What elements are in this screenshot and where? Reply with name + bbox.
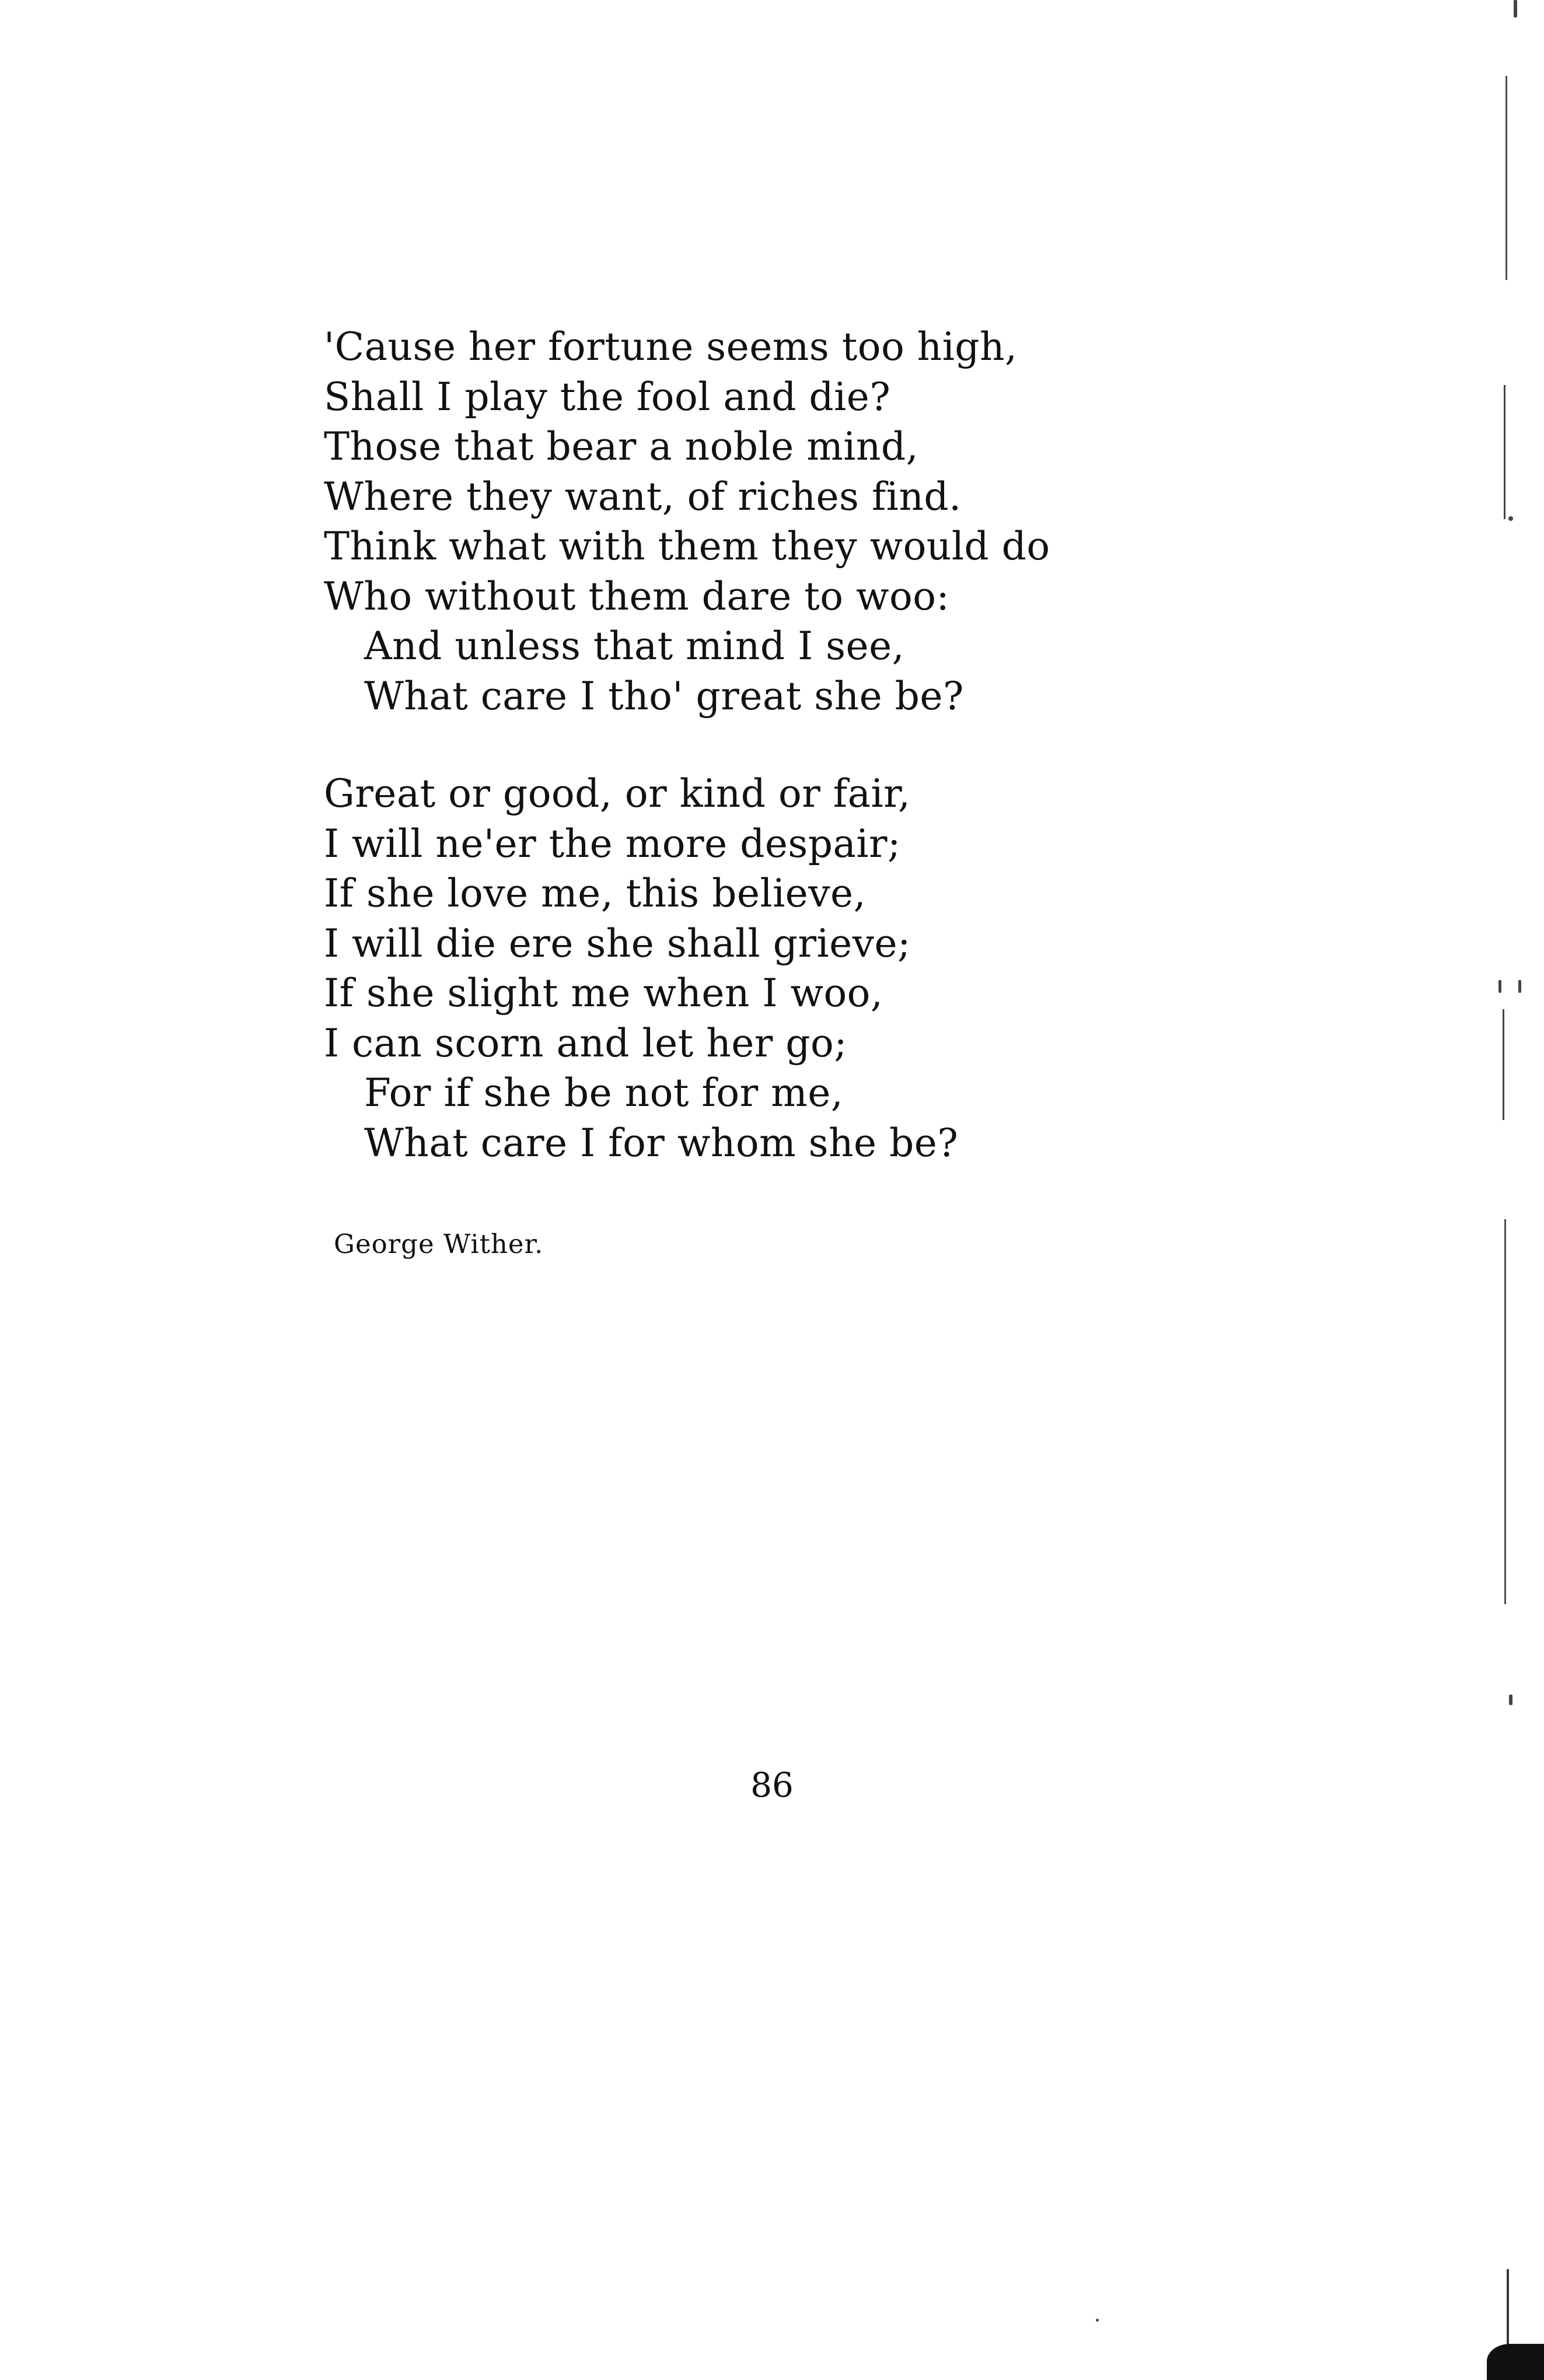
scan-edge-mark [1505,76,1507,280]
poem-refrain-line: What care I for whom she be? [364,1120,959,1166]
stanza-2 [324,769,1433,1168]
author-attribution: George Wither. [334,1228,544,1259]
poem-line: I will die ere she shall grieve; [324,921,911,966]
scan-edge-mark [1504,385,1505,519]
poem-refrain-line: For if she be not for me, [364,1070,844,1115]
page-number: 86 [750,1765,794,1805]
poem-line: I can scorn and let her go; [324,1020,848,1066]
scan-speck [1498,980,1501,993]
poem-refrain-line: What care I tho' great she be? [364,673,964,719]
poem-line: Where they want, of riches find. [324,474,962,519]
poem-line: If she slight me when I woo, [324,971,883,1016]
poem-line: Those that bear a noble mind, [324,424,919,469]
scan-speck [1096,2319,1099,2322]
stanza-1 [324,322,1433,721]
scan-edge-mark [1503,1009,1504,1120]
poem-line: If she love me, this believe, [324,871,867,916]
poem-line: Think what with them they would do [324,524,1050,569]
scan-speck [1514,0,1517,18]
poem-refrain-line: And unless that mind I see, [364,624,905,668]
scan-corner-blot [1487,2344,1544,2380]
poem-line: Who without them dare to woo: [324,573,950,619]
poem-line: 'Cause her fortune seems too high, [324,324,1018,369]
scan-speck [1508,516,1513,521]
poem-line: Shall I play the fool and die? [324,374,891,419]
scan-edge-mark [1504,1219,1506,1604]
poem-line: I will ne'er the more despair; [324,821,901,866]
scan-speck [1509,1695,1512,1705]
poem-line: Great or good, or kind or fair, [324,771,911,816]
scan-speck [1518,980,1521,993]
